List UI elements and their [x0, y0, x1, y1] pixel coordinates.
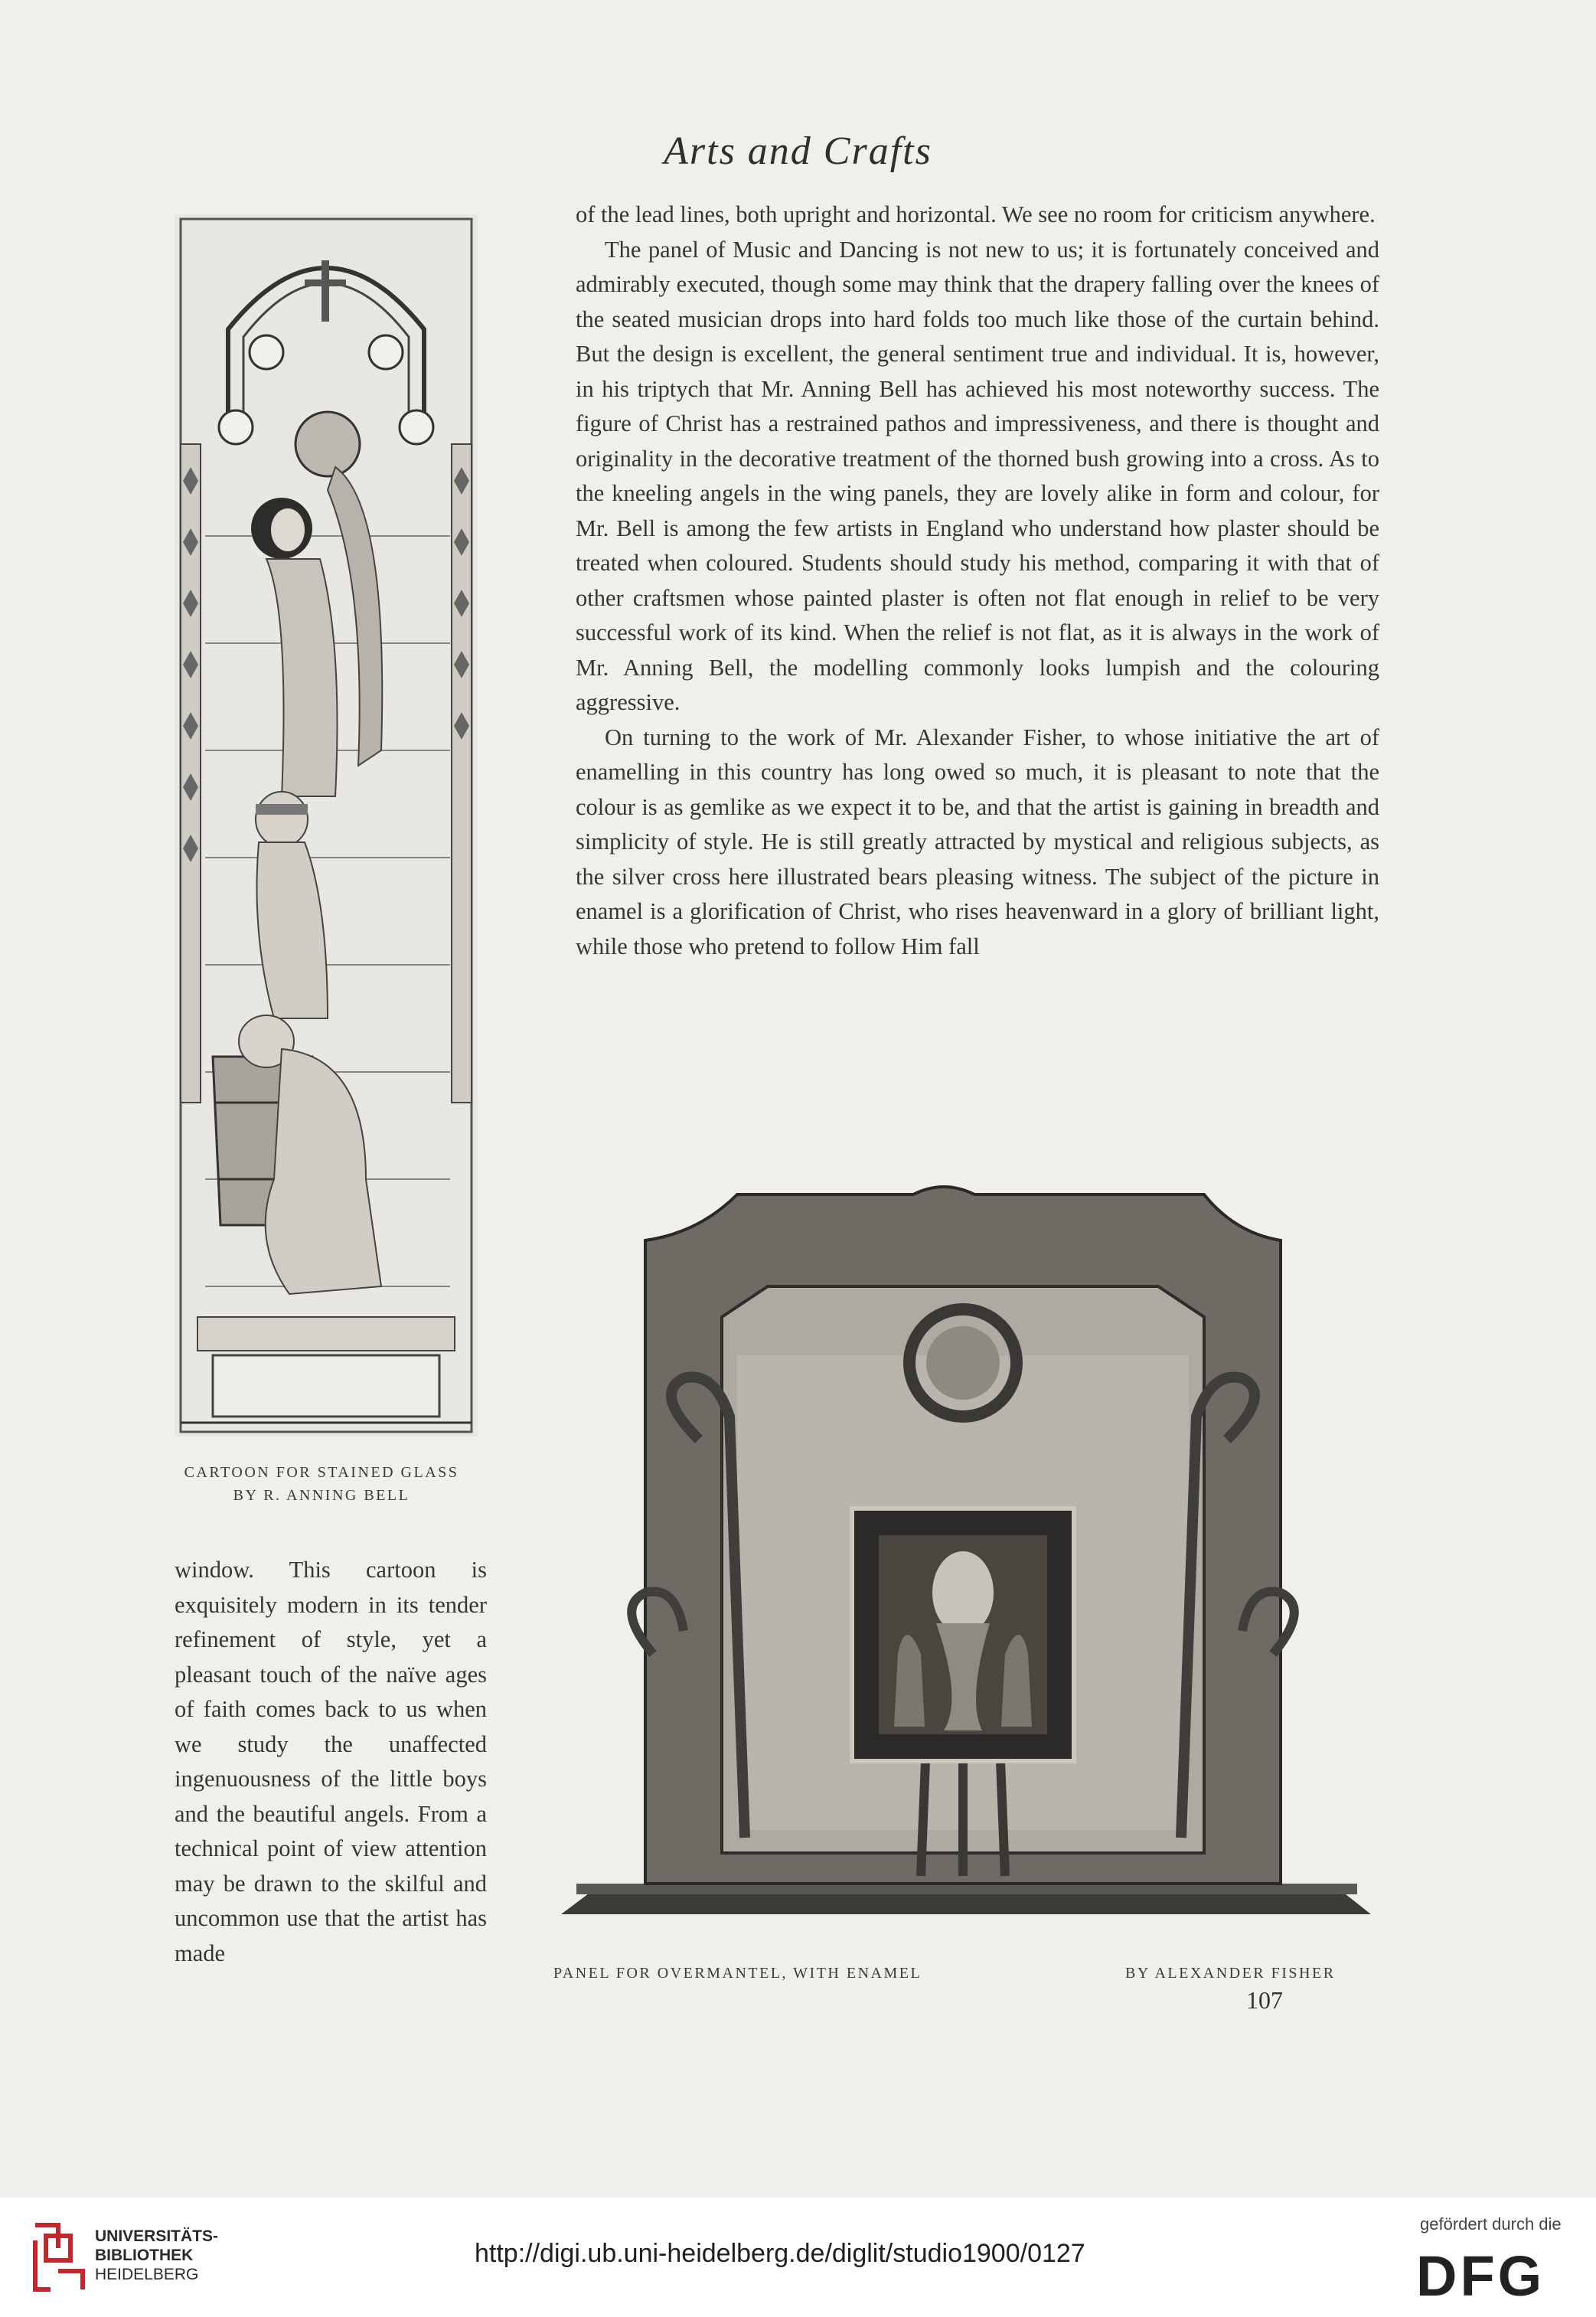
panel-caption-artist: BY ALEXANDER FISHER	[1125, 1965, 1336, 1982]
university-library-logo-icon	[28, 2217, 90, 2297]
stained-glass-cartoon-image	[175, 214, 478, 1436]
overmantel-panel-figure	[546, 1164, 1386, 1934]
running-head: Arts and Crafts	[664, 129, 932, 173]
institution-line-3: HEIDELBERG	[95, 2266, 199, 2283]
cartoon-caption-line1: CARTOON FOR STAINED GLASS	[184, 1464, 459, 1481]
body-paragraph-2: The panel of Music and Dancing is not new to us; it is fortunately conceived and admirably executed, though some may think that the drapery falling over the knees of the seated musician drops into hard folds too much like those of the curtain behind. But the design is excellent, the general sentiment true and individual. It is, however, in his triptych that Mr. Anning Bell has achieved his most noteworthy success. The figure of Christ has a restrained pathos and impressiveness, and there is thought and originality in the decorative treatment of the thorned bush growing into a cross. As to the kneeling angels in the wing panels, they are lovely alike in form and colour, for Mr. Bell is among the few artists in England who understand how plaster should be treated when coloured. Students should study his method, comparing it with that of other craftsmen whose painted plaster is often not flat enough in relief to be very successful work of its kind. When the relief is not flat, as it is always in the work of Mr. Anning Bell, the modelling commonly looks lumpish and the colouring aggressive.	[576, 236, 1379, 715]
body-paragraph-1: of the lead lines, both upright and horizontal. We see no room for criticism anywhere.	[576, 201, 1376, 227]
institution-line-2: BIBLIOTHEK	[95, 2247, 194, 2264]
left-column-text	[175, 1553, 487, 1971]
institution-name	[95, 2227, 218, 2284]
page-number: 107	[1246, 1986, 1283, 2014]
panel-caption-title: PANEL FOR OVERMANTEL, WITH ENAMEL	[553, 1965, 922, 1982]
institution-line-1: UNIVERSITÄTS-	[95, 2227, 219, 2245]
funded-by-label: gefördert durch die	[1420, 2214, 1562, 2234]
overmantel-panel-image	[546, 1164, 1386, 1934]
body-paragraph-3: On turning to the work of Mr. Alexander Fisher, to whose initiative the art of enamelling in this country has long owed so much, it is pleasant to note that the colour is as gemlike as we expect it to be, and that the artist is gaining in breadth and simplicity of style. He is still greatly attracted by mystical and religious subjects, as the silver cross here illustrated bears pleasing witness. The subject of the picture in enamel is a glorification of Christ, who rises heavenward in a glory of brilliant light, while those who pretend to follow Him fall	[576, 724, 1379, 959]
cartoon-caption	[153, 1461, 490, 1507]
stained-glass-cartoon-figure	[175, 214, 478, 1436]
cartoon-caption-line2: BY R. ANNING BELL	[233, 1487, 410, 1504]
source-url-link[interactable]: http://digi.ub.uni-heidelberg.de/diglit/studio1900/0127	[475, 2239, 1085, 2268]
dfg-logo: DFG	[1416, 2244, 1545, 2308]
left-column-paragraph: window. This cartoon is exquisitely modern in its tender refinement of style, yet a pleasant touch of the naïve ages of faith comes back to us when we study the unaffected ingenuousness of the little boys and the beautiful angels. From a technical point of view attention may be drawn to the skilful and uncommon use that the artist has made	[175, 1557, 487, 1966]
main-column-text	[576, 198, 1379, 964]
